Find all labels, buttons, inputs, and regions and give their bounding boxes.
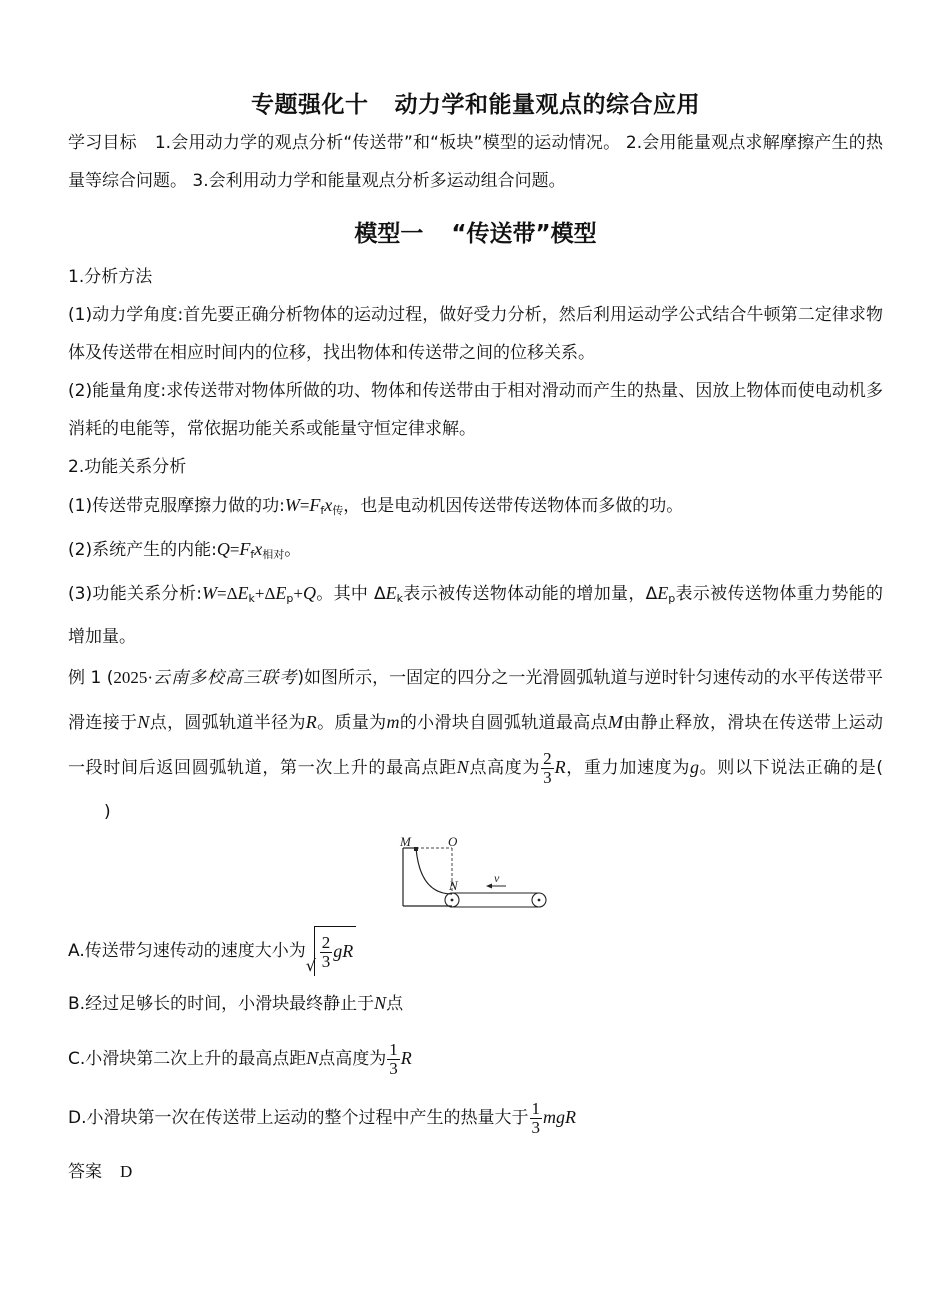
sub-f: f xyxy=(320,504,325,517)
frac-num: 1 xyxy=(531,1098,540,1118)
plus-delta: +Δ xyxy=(254,584,276,603)
section-1-heading: 1.分析方法 xyxy=(68,267,153,287)
frac-den: 3 xyxy=(543,767,552,787)
answer-label: 答案 xyxy=(68,1162,102,1182)
sub-p: p xyxy=(286,592,294,605)
example-text: 的小滑块自圆弧轨道最高点 xyxy=(399,713,608,733)
var-R: R xyxy=(400,1048,412,1068)
var-E: E xyxy=(275,583,287,603)
section-2-line-2 xyxy=(68,530,883,574)
section-2-line-3 xyxy=(68,574,883,656)
var-x: x xyxy=(324,495,333,515)
line3-mid-1: 。其中 Δ xyxy=(316,584,386,604)
section-1-paragraph-2: (2)能量角度:求传送带对物体所做的功、物体和传送带由于相对滑动而产生的热量、因放上物体而使电动机多消耗的电能等，常依据功能关系或能量守恒定律求解。 xyxy=(68,381,883,439)
option-c-mid: 点高度为 xyxy=(318,1049,387,1069)
var-E: E xyxy=(237,583,249,603)
var-F: F xyxy=(239,539,251,559)
var-E: E xyxy=(657,583,669,603)
frac-num: 2 xyxy=(321,932,331,952)
goals-text: 1.会用动力学的观点分析“传送带”和“板块”模型的运动情况。 2.会用能量观点求解摩擦产生的热量等综合问题。 3.会利用动力学和能量观点分析多运动组合问题。 xyxy=(68,133,883,191)
frac-num: 1 xyxy=(389,1039,398,1059)
line1-prefix: (1)传送带克服摩擦力做的功: xyxy=(68,496,285,516)
example-text: 点，圆弧轨道半径为 xyxy=(149,713,306,733)
example-label: 例 1 ( xyxy=(68,668,114,688)
sub-f: f xyxy=(250,548,255,561)
document-page xyxy=(68,86,883,1191)
left-pulley-axle xyxy=(451,899,454,902)
var-M: M xyxy=(607,712,623,732)
section-2-line-1 xyxy=(68,486,883,530)
var-gR: gR xyxy=(333,941,354,961)
label-O: O xyxy=(448,836,458,849)
example-text: 。质量为 xyxy=(316,713,387,733)
arrow-head-icon xyxy=(486,884,492,889)
answer-value: D xyxy=(120,1162,133,1181)
arc-track xyxy=(416,848,452,894)
var-R: R xyxy=(305,712,317,732)
sub-chuan: 传 xyxy=(332,504,344,517)
option-a xyxy=(68,926,883,976)
title-part-b: 动力学和能量观点的综合应用 xyxy=(394,92,700,118)
option-b-text: B.经过足够长的时间，小滑块最终静止于 xyxy=(68,994,375,1014)
sub-k: k xyxy=(396,592,403,605)
right-pulley-axle xyxy=(538,899,541,902)
line2-prefix: (2)系统产生的内能: xyxy=(68,540,217,560)
sqrt-symbol: √ $\frac{2}{3}$ gR xyxy=(306,926,357,976)
section-1-paragraph-1: (1)动力学角度:首先要正确分析物体的运动过程，做好受力分析，然后利用运动学公式结合牛顿第二定律求物体及传送带在相应时间内的位移，找出物体和传送带之间的位移关系。 xyxy=(68,305,883,363)
var-N: N xyxy=(456,757,469,777)
label-M: M xyxy=(400,836,411,849)
equals-delta: =Δ xyxy=(216,584,238,603)
line3-mid-2: 表示被传送物体动能的增加量，Δ xyxy=(402,584,658,604)
var-N: N xyxy=(306,1048,319,1068)
option-a-text: A.传送带匀速传动的速度大小为 xyxy=(68,941,306,961)
var-N: N xyxy=(374,993,387,1013)
frac-den: 3 xyxy=(389,1058,398,1078)
conveyor-figure xyxy=(68,836,883,918)
example-text: )如图所示，一固定的四分之一光滑圆弧轨道与逆时针匀速传动的水平传送带平滑连接于 xyxy=(68,668,883,733)
equals: = xyxy=(299,496,310,515)
title-part-a: 专题强化十 xyxy=(251,92,369,118)
frac-num: 2 xyxy=(543,748,552,768)
option-b xyxy=(68,978,883,1029)
example-text: 由静止释放，滑块在传送带上运动一段时间后返回圆弧轨道，第一次上升的最高点距 xyxy=(68,713,884,778)
answer-line xyxy=(68,1153,883,1191)
fraction-one-third xyxy=(387,1041,400,1078)
option-b-suffix: 点 xyxy=(386,994,404,1014)
goals-label: 学习目标 xyxy=(68,133,137,153)
var-mgR: mgR xyxy=(543,1107,576,1127)
learning-goals xyxy=(68,124,883,200)
fraction-two-thirds xyxy=(541,750,554,787)
var-m: m xyxy=(386,712,400,732)
sub-p: p xyxy=(668,592,676,605)
model-title-b: “传送带”模型 xyxy=(451,221,597,247)
var-N: N xyxy=(137,712,150,732)
frac-den: 3 xyxy=(321,951,331,971)
line2-suffix: 。 xyxy=(284,540,302,560)
option-c-text: C.小滑块第二次上升的最高点距 xyxy=(68,1049,307,1069)
label-N: N xyxy=(449,878,458,893)
fraction-one-third xyxy=(530,1100,543,1137)
equals: = xyxy=(229,540,240,559)
slider-block xyxy=(414,847,418,851)
model-title-a: 模型一 xyxy=(354,221,424,247)
page-title xyxy=(68,86,883,119)
option-d xyxy=(68,1088,883,1147)
example-year: 2025· xyxy=(113,668,154,687)
option-d-text: D.小滑块第一次在传送带上运动的整个过程中产生的热量大于 xyxy=(68,1108,529,1128)
var-Q: Q xyxy=(216,539,230,559)
line3-suffix: 表示被传送物体重力势能的增加量。 xyxy=(68,584,883,647)
plus: + xyxy=(293,584,303,603)
example-text: ) xyxy=(104,802,111,822)
fraction-two-thirds xyxy=(320,934,333,971)
var-E: E xyxy=(385,583,397,603)
var-g: g xyxy=(690,757,700,777)
option-c xyxy=(68,1031,883,1086)
example-source: 云南多校高三联考 xyxy=(153,668,298,687)
var-R: R xyxy=(554,757,566,777)
section-2-heading: 2.功能关系分析 xyxy=(68,457,187,477)
example-text: 点高度为 xyxy=(468,758,541,778)
example-text: 。则以下说法正确的是( xyxy=(699,758,884,778)
var-W: W xyxy=(284,495,300,515)
var-Q: Q xyxy=(303,583,316,603)
var-F: F xyxy=(309,495,321,515)
model-title xyxy=(68,214,883,254)
sub-xiangdui: 相对 xyxy=(262,548,285,561)
line3-prefix: (3)功能关系分析: xyxy=(68,584,202,604)
line1-suffix: ，也是电动机因传送带传送物体而多做的功。 xyxy=(343,496,684,516)
example-text: ，重力加速度为 xyxy=(565,758,691,778)
var-W: W xyxy=(201,583,217,603)
sub-k: k xyxy=(248,592,255,605)
conveyor-diagram xyxy=(398,836,558,916)
frac-den: 3 xyxy=(531,1117,540,1137)
example-1-question xyxy=(68,656,883,834)
label-v: v xyxy=(494,871,500,885)
var-x: x xyxy=(254,539,263,559)
